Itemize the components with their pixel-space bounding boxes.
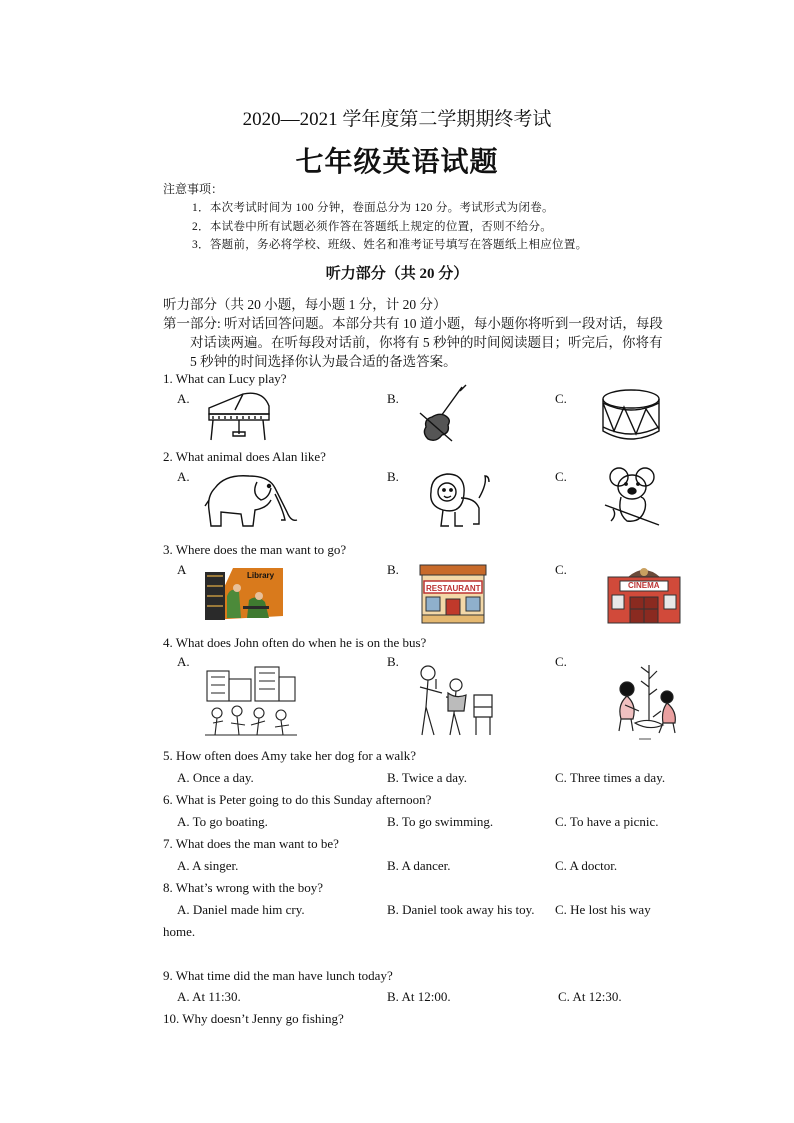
listening-section-title: 听力部分（共 20 分） xyxy=(325,266,469,282)
note-item: 2．本试卷中所有试题必须作答在答题纸上规定的位置，否则不给分。 xyxy=(192,221,553,233)
drum-icon xyxy=(600,387,662,443)
question-text: 8. What’s wrong with the boy? xyxy=(163,880,324,895)
question-text: 5. How often does Amy take her dog for a walk? xyxy=(163,748,417,763)
option-label: A. xyxy=(177,654,190,669)
option-a: A. To go boating. xyxy=(177,814,268,829)
note-item: 3．答题前，务必将学校、班级、姓名和准考证号填写在答题纸上相应位置。 xyxy=(192,239,588,251)
option-label: A xyxy=(177,562,187,577)
option-c: C. A doctor. xyxy=(555,858,618,873)
option-label: C. xyxy=(555,562,567,577)
giving-seat-icon xyxy=(414,663,498,739)
question-text: 6. What is Peter going to do this Sunday afternoon? xyxy=(163,792,432,807)
exam-subject-title: 七年级英语试题 xyxy=(295,147,499,178)
option-label: A. xyxy=(177,391,190,406)
cinema-sign-text: CINEMA xyxy=(628,581,660,590)
option-label: C. xyxy=(555,654,567,669)
koala-icon xyxy=(603,463,663,535)
question-text: 4. What does John often do when he is on the bus? xyxy=(163,635,427,650)
part1-instruction: 对话读两遍。在听每段对话前，你将有 5 秒钟的时间阅读题目；听完后，你将有 xyxy=(190,335,663,350)
option-a: A. Daniel made him cry. xyxy=(177,902,305,917)
option-label: B. xyxy=(387,391,399,406)
lion-icon xyxy=(425,470,493,530)
listening-intro: 听力部分（共 20 小题，每小题 1 分，计 20 分） xyxy=(163,297,447,312)
option-b: B. To go swimming. xyxy=(387,814,494,829)
piano-icon xyxy=(203,388,273,444)
question-text: 7. What does the man want to be? xyxy=(163,836,339,851)
restaurant-sign-text: RESTAURANT xyxy=(426,584,481,593)
question-text: 3. Where does the man want to go? xyxy=(163,542,347,557)
question-text: 1. What can Lucy play? xyxy=(163,371,287,386)
option-b: B. At 12:00. xyxy=(387,989,451,1004)
option-c: C. He lost his way xyxy=(555,902,651,917)
question-text: 2. What animal does Alan like? xyxy=(163,449,326,464)
violin-icon xyxy=(418,383,470,445)
option-c: C. Three times a day. xyxy=(555,770,666,785)
notes-heading: 注意事项： xyxy=(163,182,224,196)
option-a: A. A singer. xyxy=(177,858,239,873)
option-label: C. xyxy=(555,469,567,484)
option-b: B. Twice a day. xyxy=(387,770,467,785)
option-c: C. At 12:30. xyxy=(558,989,622,1004)
option-label: B. xyxy=(387,469,399,484)
option-c: C. To have a picnic. xyxy=(555,814,659,829)
option-c-wrap: home. xyxy=(163,924,196,939)
elephant-icon xyxy=(201,470,299,530)
part1-instruction: 第一部分: 听对话回答问题。本部分共有 10 道小题，每小题你将听到一段对话，每段 xyxy=(163,316,663,331)
option-label: B. xyxy=(387,562,399,577)
restaurant-icon xyxy=(418,563,488,625)
option-a: A. At 11:30. xyxy=(177,989,241,1004)
option-label: B. xyxy=(387,654,399,669)
option-b: B. A dancer. xyxy=(387,858,451,873)
note-item: 1．本次考试时间为 100 分钟，卷面总分为 120 分。考试形式为闭卷。 xyxy=(192,202,554,214)
exam-year-title: 2020—2021 学年度第二学期期终考试 xyxy=(242,109,552,130)
cinema-icon xyxy=(604,563,684,625)
question-text: 10. Why doesn’t Jenny go fishing? xyxy=(163,1011,344,1026)
option-label: C. xyxy=(555,391,567,406)
part1-instruction: 5 秒钟的时间选择你认为最合适的备选答案。 xyxy=(190,354,457,369)
planting-tree-icon xyxy=(609,661,685,743)
street-scene-icon xyxy=(203,663,299,739)
library-sign-text: Library xyxy=(247,571,275,580)
option-a: A. Once a day. xyxy=(177,770,254,785)
question-text: 9. What time did the man have lunch today? xyxy=(163,968,393,983)
option-b: B. Daniel took away his toy. xyxy=(387,902,535,917)
option-label: A. xyxy=(177,469,190,484)
